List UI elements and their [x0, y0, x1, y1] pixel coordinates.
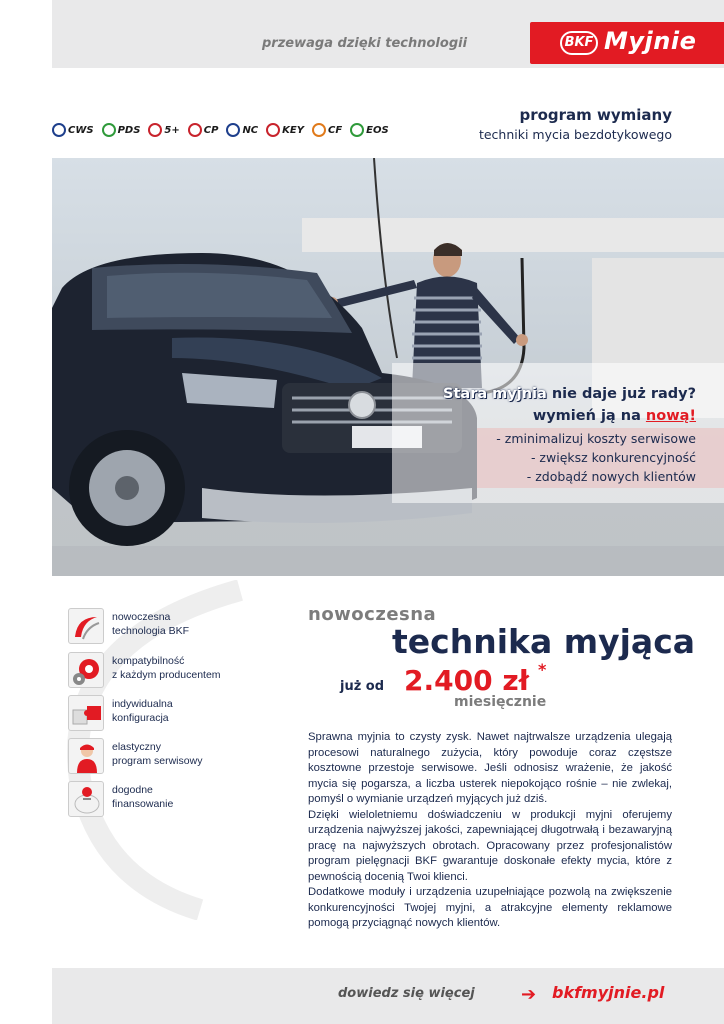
hero-photo: [52, 158, 724, 576]
brand-prefix: BKF: [560, 31, 598, 55]
offer-subtitle: nowoczesna: [308, 604, 437, 625]
tagline: przewaga dzięki technologii: [262, 36, 468, 51]
puzzle-icon: [68, 695, 104, 731]
arrow-right-icon: ➔: [521, 984, 537, 1005]
headline-accent: Stara myjnia: [443, 386, 547, 402]
body-paragraph: Dzięki wieloletniemu doświadczeniu w produkcji myjni oferujemy urządzenia najwyższej jakości, zapewniającej długotrwałą i bezawaryjną pracę na najwyższych obrotach. Opracowany przez profesjonalistów program pielęgnacji BKF gwarantuje doskonałe efekty mycia, które z pewnością docenią Twoi klienci.: [308, 808, 672, 883]
footer-cta: dowiedz się więcej: [338, 986, 475, 1001]
body-paragraph: Sprawna myjnia to czysty zysk. Nawet najtrwalsze urządzenia ulegają procesowi naturalnego zużycia, który powoduje coraz częstsze kosztowne przestoje serwisowe. Jeśli odnosisz wrażenie, że jakość mycia się pogarsza, a liczba usterek niepokojąco rośnie – nie zwlekaj, pomyśl o wymianie urządzeń myjących już dziś.: [308, 731, 672, 805]
body-copy: [308, 730, 672, 932]
tech-logo-cf: CF: [312, 123, 342, 137]
benefit-bullet: - zdobądź nowych klientów: [526, 469, 696, 484]
eos-icon: [350, 123, 364, 137]
feature-modern-technology: nowoczesna technologia BKF: [68, 608, 189, 644]
price-from-label: już od: [340, 679, 385, 694]
body-paragraph: Dodatkowe moduły i urządzenia uzupełniające pozwolą na zwiększenie konkurencyjności Twojej myjni, a atrakcyjne elementy reklamowe pomogą przyciągnąć nowych klientów.: [308, 886, 672, 929]
feature-custom-configuration: indywidualna konfiguracja: [68, 695, 173, 731]
website-link[interactable]: bkfmyjnie.pl: [552, 983, 665, 1002]
cp-icon: [188, 123, 202, 137]
nc-icon: [226, 123, 240, 137]
price-value: 2.400 zł: [404, 664, 530, 697]
price-period: miesięcznie: [454, 694, 547, 710]
gear-icon: [68, 652, 104, 688]
key-icon: [266, 123, 280, 137]
program-subtitle: techniki mycia bezdotykowego: [478, 127, 672, 142]
pds-icon: [102, 123, 116, 137]
price-footnote-mark: *: [538, 660, 547, 679]
brand-name: Myjnie: [604, 27, 697, 55]
header-band: [52, 0, 724, 68]
benefit-bullet: - zminimalizuj koszty serwisowe: [496, 431, 696, 446]
piggy-bank-icon: [68, 781, 104, 817]
tech-logo-nc: NC: [226, 123, 258, 137]
tech-logo-key: KEY: [266, 123, 304, 137]
headline-secondary-accent: nową!: [645, 408, 696, 424]
feature-compatibility: kompatybilność z każdym producentem: [68, 652, 221, 688]
brand-logo[interactable]: [530, 22, 724, 64]
tech-logo-five-plus: 5+: [148, 123, 179, 137]
headline-rest: nie daje już rady?: [546, 386, 696, 402]
tech-logo-cp: CP: [188, 123, 219, 137]
headline-secondary: [533, 408, 696, 424]
tech-logo-cws: CWS: [52, 123, 94, 137]
tech-logo-pds: PDS: [102, 123, 141, 137]
technician-icon: [68, 738, 104, 774]
tech-logo-eos: EOS: [350, 123, 389, 137]
offer-title: technika myjąca: [392, 622, 696, 661]
swoosh-icon: [68, 608, 104, 644]
technology-logos: [52, 123, 389, 137]
cf-icon: [312, 123, 326, 137]
headline: [443, 386, 696, 402]
five-plus-icon: [148, 123, 162, 137]
cws-icon: [52, 123, 66, 137]
benefit-bullet: - zwiększ konkurencyjność: [530, 450, 696, 465]
headline-secondary-prefix: wymień ją na: [532, 408, 646, 424]
program-title: program wymiany: [519, 106, 672, 124]
feature-financing: dogodne finansowanie: [68, 781, 173, 817]
feature-service-program: elastyczny program serwisowy: [68, 738, 202, 774]
